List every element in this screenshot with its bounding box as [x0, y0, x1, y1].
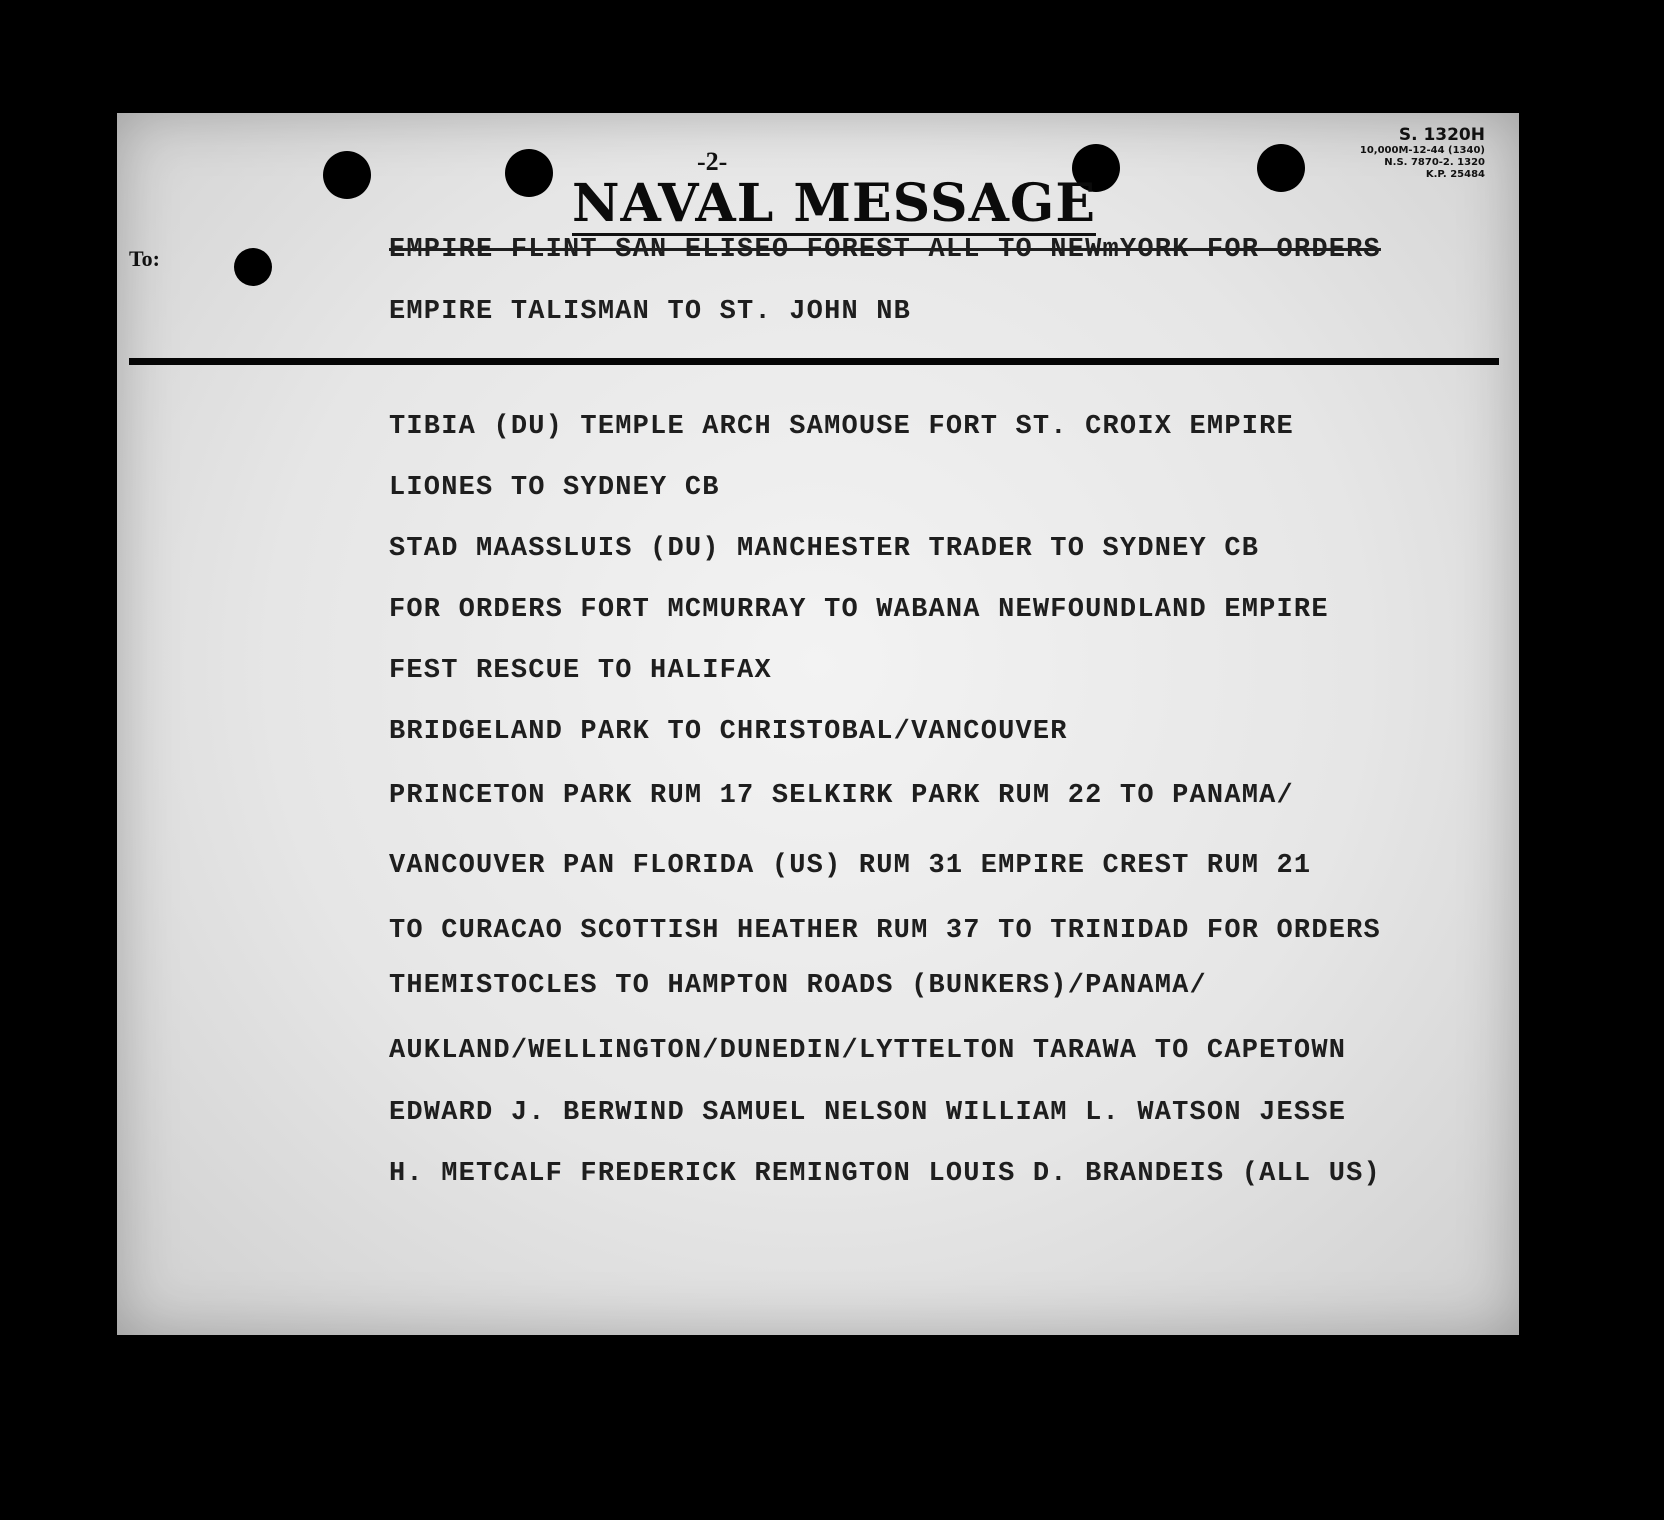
form-code: [1360, 125, 1485, 181]
message-sheet: [117, 113, 1519, 1335]
message-line: AUKLAND/WELLINGTON/DUNEDIN/LYTTELTON TARAWA TO CAPETOWN: [389, 1036, 1347, 1066]
punch-hole: [505, 149, 553, 197]
message-line: STAD MAASSLUIS (DU) MANCHESTER TRADER TO SYDNEY CB: [389, 534, 1260, 564]
form-print-line: K.P. 25484: [1425, 169, 1485, 180]
message-line: PRINCETON PARK RUM 17 SELKIRK PARK RUM 22 TO PANAMA/: [389, 781, 1294, 811]
message-line: THEMISTOCLES TO HAMPTON ROADS (BUNKERS)/PANAMA/: [389, 971, 1207, 1001]
message-line: EMPIRE FLINT SAN ELISEO FOREST ALL TO NEWmYORK FOR ORDERS: [389, 235, 1381, 265]
message-line: BRIDGELAND PARK TO CHRISTOBAL/VANCOUVER: [389, 717, 1068, 747]
message-line: VANCOUVER PAN FLORIDA (US) RUM 31 EMPIRE CREST RUM 21: [389, 851, 1312, 881]
form-print-line: 10,000M-12-44 (1340): [1359, 145, 1485, 156]
page-number: -2-: [697, 147, 728, 176]
punch-hole: [323, 151, 371, 199]
message-line: FOR ORDERS FORT MCMURRAY TO WABANA NEWFOUNDLAND EMPIRE: [389, 595, 1329, 625]
message-line: LIONES TO SYDNEY CB: [389, 473, 720, 503]
strike-rule: [129, 358, 1499, 365]
message-line: TIBIA (DU) TEMPLE ARCH SAMOUSE FORT ST. CROIX EMPIRE: [389, 412, 1294, 442]
message-line: EMPIRE TALISMAN TO ST. JOHN NB: [389, 297, 912, 327]
form-print-line: N.S. 7870-2. 1320: [1384, 157, 1485, 168]
message-line: EDWARD J. BERWIND SAMUEL NELSON WILLIAM L. WATSON JESSE: [389, 1098, 1347, 1128]
message-line: H. METCALF FREDERICK REMINGTON LOUIS D. BRANDEIS (ALL US): [389, 1159, 1381, 1189]
punch-hole: [234, 248, 272, 286]
message-line: TO CURACAO SCOTTISH HEATHER RUM 37 TO TRINIDAD FOR ORDERS: [389, 916, 1381, 946]
punch-hole: [1257, 144, 1305, 192]
form-number: S. 1320H: [1398, 125, 1485, 145]
message-line: FEST RESCUE TO HALIFAX: [389, 656, 772, 686]
to-label: To:: [129, 246, 160, 271]
page-title: NAVAL MESSAGE: [572, 173, 1096, 234]
